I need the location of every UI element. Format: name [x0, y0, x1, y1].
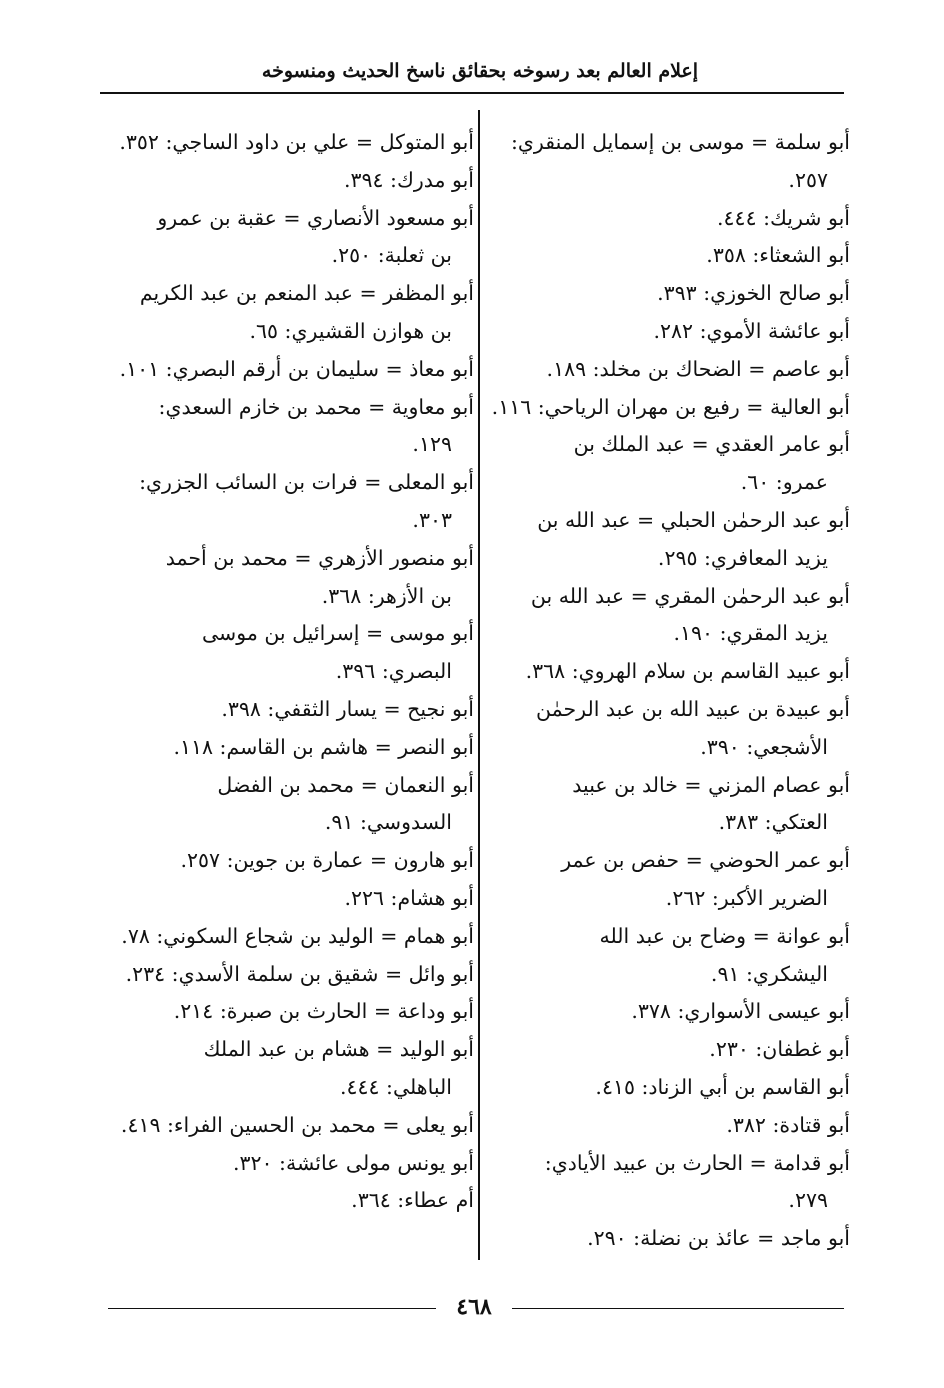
index-entry-continuation: اليشكري: ٩١.	[710, 961, 828, 986]
index-entry-text: أبو المظفر = عبد المنعم بن عبد الكريم	[139, 281, 474, 306]
index-entry-text: أبو النصر = هاشم بن القاسم: ١١٨.	[173, 734, 474, 759]
index-column-right	[488, 124, 850, 1264]
index-entry-text: أبو النعمان = محمد بن الفضل	[217, 772, 474, 797]
index-entry	[108, 956, 474, 994]
index-entry-continuation: البصري: ٣٩٦.	[335, 659, 452, 684]
index-entry-text: أم عطاء: ٣٦٤.	[351, 1188, 474, 1213]
index-entry-text: أبو صالح الخوزي: ٣٩٣.	[657, 281, 850, 306]
index-entry-text: أبو عوانة = وضاح بن عبد الله	[599, 923, 850, 948]
index-entry-continuation: بن هوازن القشيري: ٦٥.	[249, 318, 452, 343]
index-entry-continuation: الأشجعي: ٣٩٠.	[700, 734, 828, 759]
index-entry-continuation: ٢٧٩.	[788, 1188, 828, 1213]
index-entry-text: أبو عبيدة بن عبيد الله بن عبد الرحمٰن	[536, 696, 850, 721]
index-entry-text: أبو يونس مولى عائشة: ٣٢٠.	[232, 1150, 474, 1175]
index-entry	[108, 1182, 474, 1220]
index-entry	[488, 918, 850, 994]
index-entry-continuation: العتكي: ٣٨٣.	[718, 810, 828, 835]
index-entry-text: أبو عاصم = الضحاك بن مخلد: ١٨٩.	[546, 356, 850, 381]
index-entry-text: أبو مدرك: ٣٩٤.	[343, 167, 474, 192]
index-entry	[108, 767, 474, 843]
index-entry	[108, 124, 474, 162]
index-entry	[108, 691, 474, 729]
index-entry	[488, 767, 850, 843]
index-entry-continuation: عمرو: ٦٠.	[740, 470, 828, 495]
index-entry	[488, 1069, 850, 1107]
index-entry-text: أبو قتادة: ٣٨٢.	[726, 1112, 850, 1137]
index-entry-text: أبو عبد الرحمٰن المقري = عبد الله بن	[530, 583, 850, 608]
index-entry-text: أبو الوليد = هشام بن عبد الملك	[203, 1037, 474, 1062]
index-entry	[108, 842, 474, 880]
index-entry	[488, 842, 850, 918]
index-entry-text: أبو شريك: ٤٤٤.	[717, 205, 850, 230]
index-entry-text: أبو ماجد = عائذ بن نضلة: ٢٩٠.	[587, 1226, 850, 1251]
index-entry	[108, 1031, 474, 1107]
index-entry	[488, 653, 850, 691]
footer-rule-left	[108, 1308, 436, 1309]
index-entry-continuation: بن ثعلبة: ٢٥٠.	[331, 243, 452, 268]
index-entry	[488, 313, 850, 351]
index-entry-text: أبو وائل = شقيق بن سلمة الأسدي: ٢٣٤.	[125, 961, 474, 986]
index-entry	[488, 351, 850, 389]
index-entry	[488, 1145, 850, 1221]
index-entry	[488, 578, 850, 654]
index-entry-continuation: يزيد المعافري: ٢٩٥.	[657, 545, 828, 570]
index-entry-text: أبو معاذ = سليمان بن أرقم البصري: ١٠١.	[119, 356, 474, 381]
index-entry-continuation: ٢٥٧.	[788, 167, 828, 192]
index-entry-continuation: الضرير الأكبر: ٢٦٢.	[665, 885, 828, 910]
index-entry-continuation: الباهلي: ٤٤٤.	[339, 1074, 452, 1099]
running-header-title: إعلام العالم بعد رسوخه بحقائق ناسخ الحديث ومنسوخه	[261, 60, 699, 82]
index-entry-text: أبو منصور الأزهري = محمد بن أحمد	[165, 545, 474, 570]
index-entry	[108, 729, 474, 767]
index-entry	[488, 1107, 850, 1145]
index-entry-text: أبو معاوية = محمد بن خازم السعدي:	[158, 394, 474, 419]
index-entry-text: أبو المعلى = فرات بن السائب الجزري:	[139, 470, 474, 495]
index-entry-continuation: يزيد المقري: ١٩٠.	[673, 621, 828, 646]
index-entry-text: أبو يعلى = محمد بن الحسين الفراء: ٤١٩.	[120, 1112, 474, 1137]
index-entry	[108, 162, 474, 200]
index-entry	[108, 1145, 474, 1183]
index-entry-text: أبو عصام المزني = خالد بن عبيد	[572, 772, 850, 797]
index-entry-text: أبو العالية = رفيع بن مهران الرياحي: ١١٦.	[491, 394, 850, 419]
index-entry-text: أبو موسى = إسرائيل بن موسى	[201, 621, 474, 646]
footer-rule-right	[512, 1308, 844, 1309]
index-entry	[108, 351, 474, 389]
index-column-left	[108, 124, 474, 1264]
index-entry	[108, 615, 474, 691]
index-entry-text: أبو المتوكل = علي بن داود الساجي: ٣٥٢.	[119, 130, 474, 154]
index-entry	[488, 426, 850, 502]
index-entry	[108, 993, 474, 1031]
index-entry	[488, 275, 850, 313]
index-entry-text: أبو مسعود الأنصاري = عقبة بن عمرو	[157, 205, 474, 230]
index-entry-text: أبو هارون = عمارة بن جوين: ٢٥٧.	[180, 848, 474, 873]
index-entry-text: أبو عيسى الأسواري: ٣٧٨.	[631, 999, 850, 1024]
index-entry	[488, 1220, 850, 1258]
index-entry	[488, 691, 850, 767]
index-entry	[488, 502, 850, 578]
index-entry-text: أبو سلمة = موسى بن إسمايل المنقري:	[510, 130, 850, 154]
index-entry-text: أبو الشعثاء: ٣٥٨.	[706, 243, 850, 268]
index-entry	[488, 200, 850, 238]
index-entry	[108, 540, 474, 616]
index-entry	[488, 389, 850, 427]
index-entry-text: أبو القاسم بن أبي الزناد: ٤١٥.	[595, 1074, 850, 1099]
index-entry-text: أبو غطفان: ٢٣٠.	[709, 1037, 850, 1062]
index-entry-text: أبو همام = الوليد بن شجاع السكوني: ٧٨.	[121, 923, 474, 948]
index-entry-text: أبو قدامة = الحارث بن عبيد الأيادي:	[544, 1150, 850, 1175]
index-entry	[488, 237, 850, 275]
index-entry-text: أبو عمر الحوضي = حفص بن عمر	[561, 848, 850, 873]
page-number: ٤٦٨	[456, 1294, 492, 1320]
index-entry-text: أبو عبد الرحمٰن الحبلي = عبد الله بن	[537, 507, 850, 532]
index-entry-text: أبو عبيد القاسم بن سلام الهروي: ٣٦٨.	[525, 659, 850, 684]
index-entry	[108, 200, 474, 276]
column-divider	[478, 110, 480, 1260]
index-entry	[108, 389, 474, 465]
header-rule	[100, 92, 844, 94]
index-entry	[108, 918, 474, 956]
index-entry-continuation: ٣٠٣.	[412, 507, 452, 532]
index-entry-text: أبو عامر العقدي = عبد الملك بن	[573, 432, 850, 457]
index-entry-text: أبو عائشة الأموي: ٢٨٢.	[653, 318, 850, 343]
index-entry	[488, 993, 850, 1031]
index-entry	[488, 1031, 850, 1069]
index-entry-continuation: السدوسي: ٩١.	[324, 810, 452, 835]
index-entry	[108, 464, 474, 540]
index-entry	[488, 124, 850, 200]
index-entry-text: أبو نجيح = يسار الثقفي: ٣٩٨.	[221, 696, 474, 721]
index-entry-text: أبو هشام: ٢٢٦.	[344, 885, 474, 910]
index-entry	[108, 275, 474, 351]
index-entry	[108, 1107, 474, 1145]
index-entry-text: أبو وداعة = الحارث بن صبرة: ٢١٤.	[173, 999, 474, 1024]
index-entry-continuation: ١٢٩.	[412, 432, 452, 457]
index-entry-continuation: بن الأزهر: ٣٦٨.	[321, 583, 452, 608]
index-entry	[108, 880, 474, 918]
